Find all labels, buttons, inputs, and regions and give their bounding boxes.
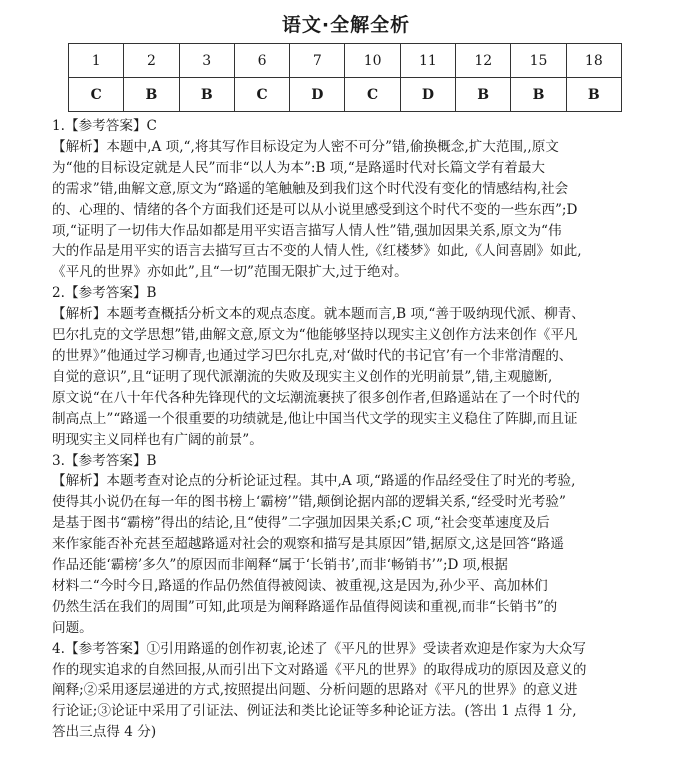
answer-cell: B	[179, 78, 234, 112]
answer-cell: B	[566, 78, 621, 112]
text-line: 来作家能否补充甚至超越路遥对社会的观察和描写是其原因”错,据原文,这是回答“路遥	[52, 536, 564, 553]
text-line: 作品还能‘霸榜’多久”的原因而非阐释“属于‘长销书’,而非‘畅销书’”;D 项,根据	[52, 557, 508, 574]
text-line: 《平凡的世界》亦如此”,且“一切”范围无限扩大,过于绝对。	[52, 264, 408, 281]
text-line: 明现实主义同样也有广阔的前景”。	[52, 431, 263, 448]
page-title: 语文·全解全析	[281, 14, 411, 36]
text-line: 制高点上”“路遥一个很重要的功绩就是,他让中国当代文学的现实主义稳住了阵脚,而且证	[52, 410, 578, 427]
q3-answer-line: 3.【参考答案】B	[52, 452, 157, 469]
text-line: 答出三点得 4 分)	[52, 724, 157, 741]
text-line: 原文说“在八十年代各种先锋现代的文坛潮流裹挟了很多创作者,但路遥站在了一个时代的	[52, 389, 580, 406]
q2-answer-line: 2.【参考答案】B	[52, 285, 157, 302]
question-number-cell: 18	[566, 44, 621, 78]
text-line: 使得其小说仍在每一年的图书榜上‘霸榜’”错,颠倒论据内部的逻辑关系,“经受时光考验”	[52, 494, 566, 511]
text-line: 为“他的目标设定就是人民”而非“以人为本”:B 项,“是路遥时代对长篇文学有着最大	[52, 159, 545, 176]
text-line: 的需求”错,曲解文意,原文为“路遥的笔触触及到我们这个时代没有变化的情感结构,社会	[52, 180, 569, 197]
answer-cell: B	[511, 78, 566, 112]
text-line: 材料二“今时今日,路遥的作品仍然值得被阅读、被重视,这是因为,孙少平、高加林们	[52, 577, 548, 594]
question-number-cell: 10	[345, 44, 400, 78]
text-line: 项,“证明了一切伟大作品如都是用平实语言描写人情人性”错,强加因果关系,原文为“伟	[52, 222, 562, 239]
text-line: 行论证;③论证中采用了引证法、例证法和类比论证等多种论证方法。(答出 1 点得 1 分,	[52, 703, 577, 720]
text-line: 大的作品是用平实的语言去描写亘古不变的人情人性,《红楼梦》如此,《人间喜剧》如此,	[52, 243, 582, 260]
question-number-cell: 1	[69, 44, 124, 78]
answer-row	[69, 78, 622, 112]
q1-answer-line: 1.【参考答案】C	[52, 118, 157, 134]
answer-cell: D	[290, 78, 345, 112]
question-number-cell: 2	[124, 44, 179, 78]
q4-answer-line: 4.【参考答案】①引用路遥的创作初衷,论述了《平凡的世界》受读者欢迎是作家为大众写	[52, 640, 586, 657]
text-line: 【解析】本题考查概括分析文本的观点态度。就本题而言,B 项,“善于吸纳现代派、柳青、	[52, 306, 585, 323]
text-line: 仍然生活在我们的周围”可知,此项是为阐释路遥作品值得阅读和重视,而非“长销书”的	[52, 598, 558, 615]
question-number-cell: 12	[456, 44, 511, 78]
answer-cell: B	[456, 78, 511, 112]
text-line: 自觉的意识”,且“证明了现代派潮流的失败及现实主义创作的光明前景”,错,主观臆断,	[52, 368, 553, 385]
text-line: 阐释;②采用逐层递进的方式,按照提出问题、分析问题的思路对《平凡的世界》的意义进	[52, 682, 578, 699]
question-number-cell: 3	[179, 44, 234, 78]
answer-cell: B	[124, 78, 179, 112]
text-line: 的、心理的、情绪的各个方面我们还是可以从小说里感受到这个时代不变的一些东西”;D	[52, 201, 578, 218]
text-line: 作的现实追求的自然回报,从而引出下文对路遥《平凡的世界》的取得成功的原因及意义的	[52, 661, 587, 678]
text-line: 【解析】本题中,A 项,“,将其写作目标设定为人密不可分”错,偷换概念,扩大范围,,原文	[52, 138, 559, 155]
text-line: 巴尔扎克的文学思想”错,曲解文意,原文为“他能够坚持以现实主义创作方法来创作《平凡	[52, 327, 578, 344]
text-line: 【解析】本题考查对论点的分析论证过程。其中,A 项,“路遥的作品经受住了时光的考验,	[52, 473, 576, 490]
explanation-body	[52, 116, 644, 743]
question-number-row	[69, 44, 622, 78]
question-number-cell: 7	[290, 44, 345, 78]
answer-cell: C	[234, 78, 289, 112]
text-line: 问题。	[52, 619, 93, 636]
answer-cell: C	[69, 78, 124, 112]
question-number-cell: 6	[234, 44, 289, 78]
answer-table	[68, 43, 622, 112]
text-line: 是基于图书“霸榜”得出的结论,且“使得”二字强加因果关系;C 项,“社会变革速度及后	[52, 515, 550, 532]
question-number-cell: 15	[511, 44, 566, 78]
text-line: 的世界》”他通过学习柳青,也通过学习巴尔扎克,对‘做时代的书记官’有一个非常清醒的、	[52, 347, 573, 364]
answer-cell: C	[345, 78, 400, 112]
answer-cell: D	[400, 78, 455, 112]
question-number-cell: 11	[400, 44, 455, 78]
